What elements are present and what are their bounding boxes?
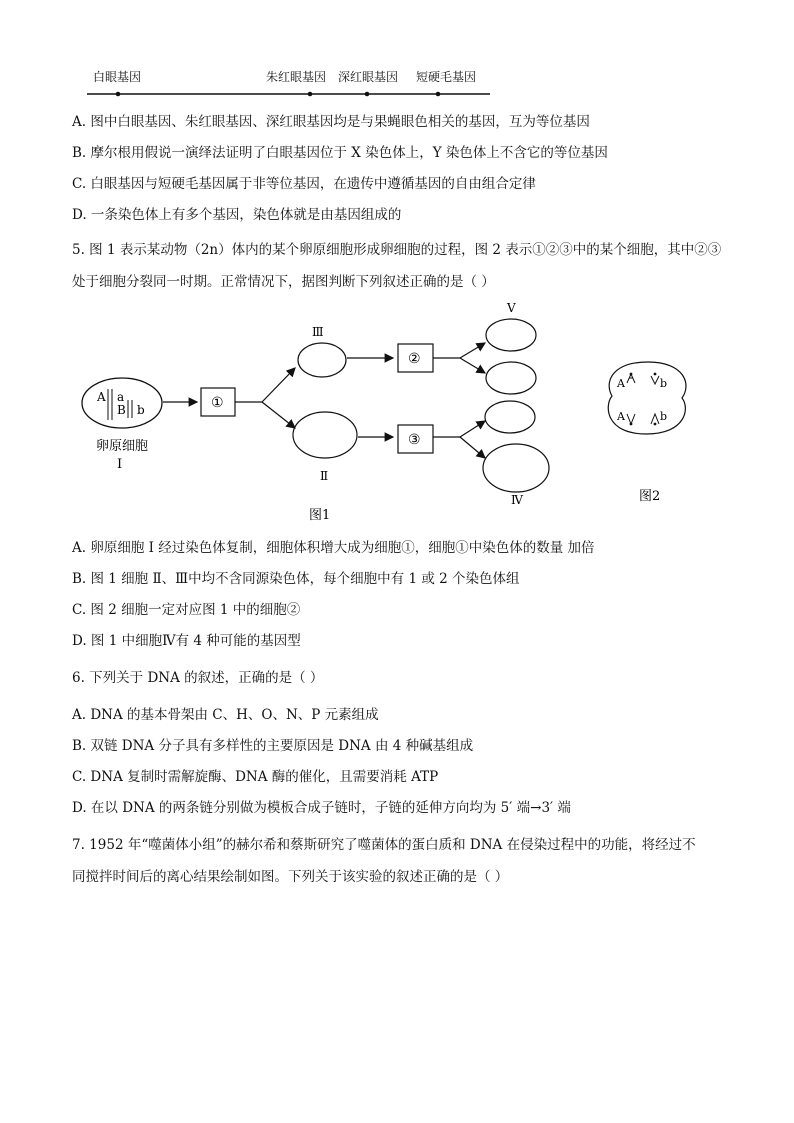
box-3-label: ③ bbox=[408, 432, 421, 448]
q5-option-a: A. 卵原细胞 Ⅰ 经过染色体复制，细胞体积增大成为细胞①，细胞①中染色体的数量 加倍 bbox=[72, 540, 595, 556]
chromosome-line bbox=[85, 86, 495, 100]
q6-stem: 6. 下列关于 DNA 的叙述，正确的是（ ） bbox=[72, 670, 324, 686]
q6-option-d: D. 在以 DNA 的两条链分别做为模板合成子链时，子链的延伸方向均为 5′ 端→3′ 端 bbox=[72, 800, 571, 816]
q5-stem-line2: 处于细胞分裂同一时期。正常情况下，据图判断下列叙述正确的是（ ） bbox=[72, 274, 495, 290]
figure-2-dividing-cell bbox=[608, 362, 686, 434]
figure-1 bbox=[0, 301, 794, 530]
q5-option-d: D. 图 1 中细胞Ⅳ有 4 种可能的基因型 bbox=[72, 633, 301, 649]
gene-locus-dot bbox=[436, 92, 441, 97]
q5-option-c: C. 图 2 细胞一定对应图 1 中的细胞② bbox=[72, 602, 301, 618]
gene-label-vermilion-eye: 朱红眼基因 bbox=[266, 70, 327, 84]
cell-II bbox=[293, 412, 357, 458]
q4-option-c: C. 白眼基因与短硬毛基因属于非等位基因，在遗传中遵循基因的自由组合定律 bbox=[72, 176, 536, 192]
figure-1-caption: 图1 bbox=[309, 508, 331, 523]
label-III: Ⅲ bbox=[312, 325, 324, 339]
allele-A: A bbox=[97, 390, 106, 404]
fig2-allele-b-top: b bbox=[660, 377, 668, 390]
cell-III bbox=[298, 343, 346, 377]
gene-label-short-bristle: 短硬毛基因 bbox=[416, 70, 477, 84]
label-IV: Ⅳ bbox=[511, 493, 523, 507]
gene-locus-dot bbox=[365, 92, 370, 97]
cell-V bbox=[486, 319, 536, 351]
cell-I-numeral: Ⅰ bbox=[117, 457, 123, 472]
q4-option-b: B. 摩尔根用假说一演绎法证明了白眼基因位于 X 染色体上，Y 染色体上不含它的等位基因 bbox=[72, 145, 608, 161]
gene-label-white-eye: 白眼基因 bbox=[93, 70, 142, 84]
allele-b: b bbox=[137, 403, 145, 417]
q4-option-a: A. 图中白眼基因、朱红眼基因、深红眼基因均是与果蝇眼色相关的基因，互为等位基因 bbox=[72, 114, 590, 130]
q6-option-b: B. 双链 DNA 分子具有多样性的主要原因是 DNA 由 4 种碱基组成 bbox=[72, 738, 474, 754]
polar-body-1 bbox=[486, 362, 536, 394]
q7-stem-line1: 7. 1952 年“噬菌体小组”的赫尔希和蔡斯研究了噬菌体的蛋白质和 DNA 在侵染过程中的功能，将经过不 bbox=[72, 837, 696, 853]
fig2-allele-A-top: A bbox=[617, 377, 625, 390]
allele-B: B bbox=[117, 403, 126, 417]
q6-option-a: A. DNA 的基本骨架由 C、H、O、N、P 元素组成 bbox=[72, 707, 379, 723]
polar-body-2 bbox=[485, 401, 535, 433]
gene-locus-dot bbox=[116, 92, 121, 97]
q7-stem-line2: 同搅拌时间后的离心结果绘制如图。下列关于该实验的叙述正确的是（ ） bbox=[72, 869, 509, 885]
q5-option-b: B. 图 1 细胞 Ⅱ、Ⅲ中均不含同源染色体，每个细胞中有 1 或 2 个染色体组 bbox=[72, 571, 520, 587]
label-V: Ⅴ bbox=[507, 301, 516, 315]
fig2-allele-b-bottom: b bbox=[660, 410, 668, 423]
box-2-label: ② bbox=[408, 351, 421, 367]
box-1-label: ① bbox=[211, 395, 224, 411]
q4-option-d: D. 一条染色体上有多个基因，染色体就是由基因组成的 bbox=[72, 207, 402, 223]
allele-a: a bbox=[117, 390, 125, 404]
cell-IV bbox=[483, 444, 549, 492]
gene-locus-dot bbox=[308, 92, 313, 97]
gene-label-deep-red-eye: 深红眼基因 bbox=[338, 70, 399, 84]
figure-2-caption: 图2 bbox=[639, 489, 661, 504]
q5-stem-line1: 5. 图 1 表示某动物（2n）体内的某个卵原细胞形成卵细胞的过程，图 2 表示①②③中的某个细胞，其中②③ bbox=[72, 242, 722, 258]
fig2-allele-A-bottom: A bbox=[617, 410, 625, 423]
oogonium-label: 卵原细胞 bbox=[96, 439, 149, 454]
q6-option-c: C. DNA 复制时需解旋酶、DNA 酶的催化，且需要消耗 ATP bbox=[72, 769, 439, 785]
label-II: Ⅱ bbox=[320, 469, 329, 483]
